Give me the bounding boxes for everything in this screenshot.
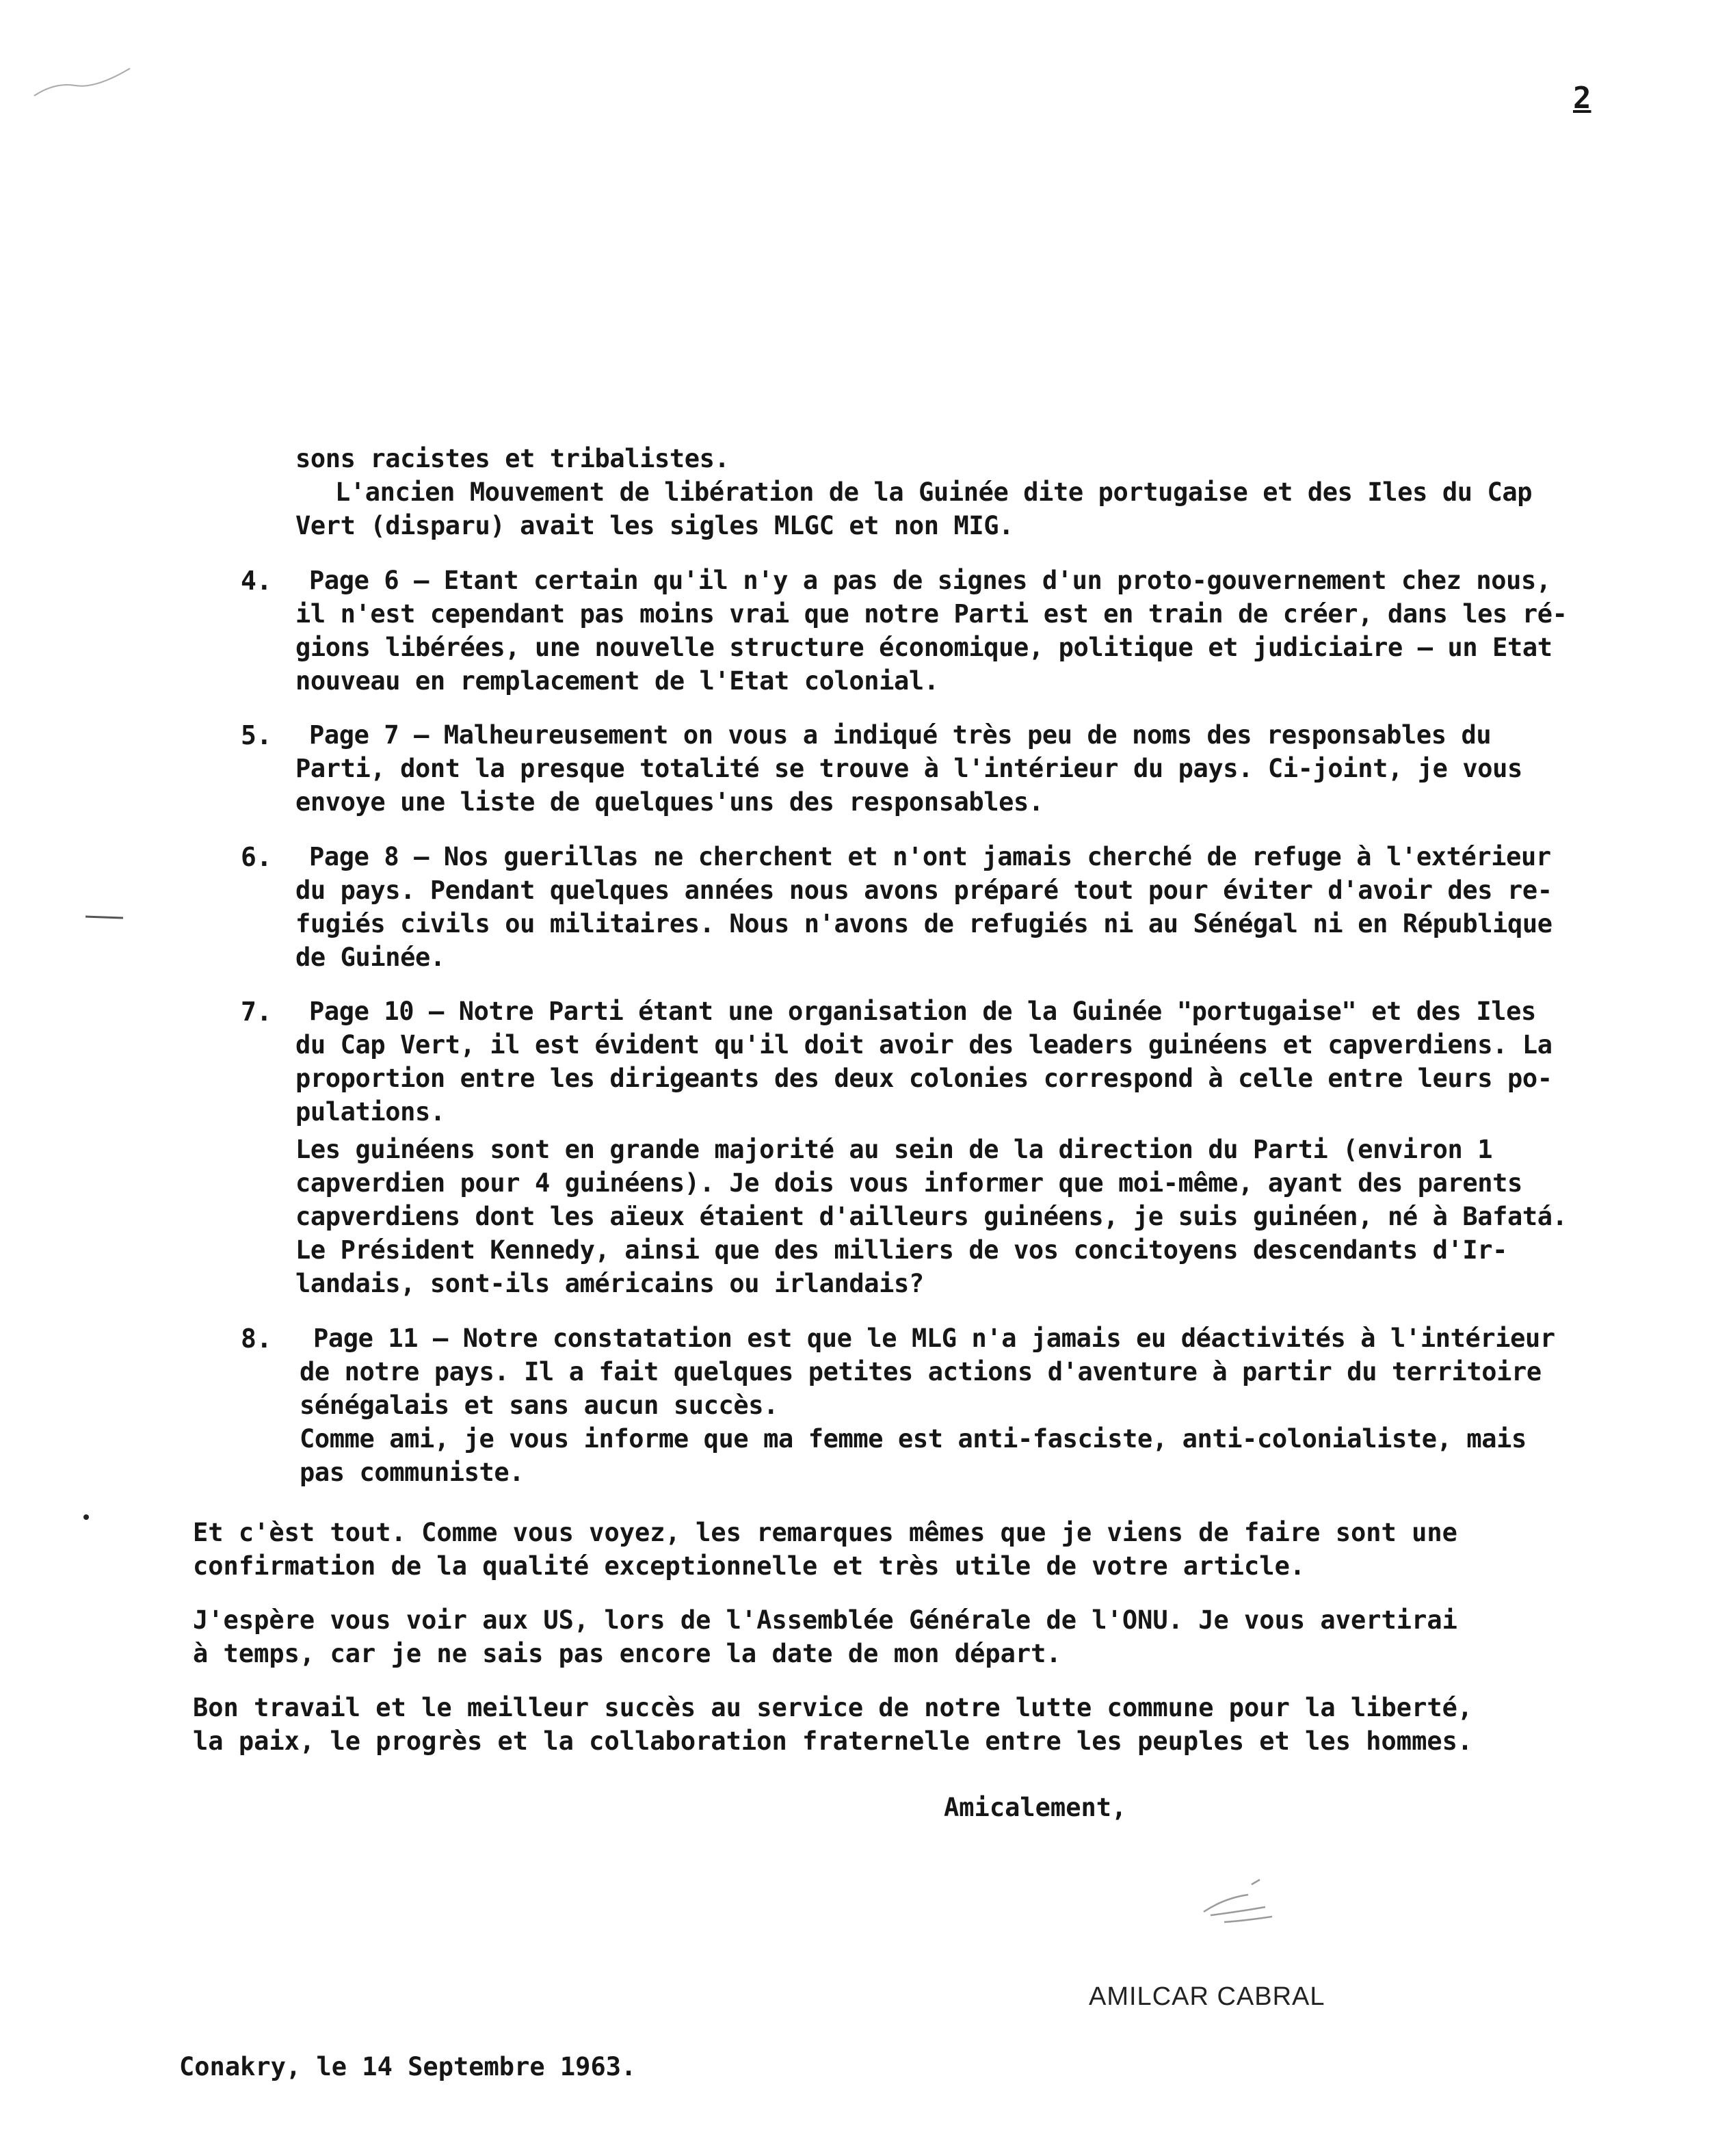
place-and-date: Conakry, le 14 Septembre 1963. [179, 2052, 637, 2081]
item-7-line: du Cap Vert, il est évident qu'il doit avoir des leaders guinéens et capverdiens. La [295, 1030, 1552, 1060]
item-number-6: 6. [241, 842, 272, 872]
item-8-line: sénégalais et sans aucun succès. [300, 1391, 779, 1420]
item-6-line: Page 8 – Nos guerillas ne cherchent et n'ont jamais cherché de refuge à l'extérieur [309, 842, 1551, 871]
item-7-line: capverdiens dont les aïeux étaient d'ailleurs guinéens, je suis guinéen, né à Bafatá. [295, 1202, 1568, 1231]
continuation-line-3: Vert (disparu) avait les sigles MLGC et non MIG. [295, 511, 1014, 540]
item-8-line: pas communiste. [300, 1458, 525, 1487]
item-number-4: 4. [241, 566, 272, 596]
item-8-line: Page 11 – Notre constatation est que le MLG n'a jamais eu déactivités à l'intérieur [313, 1324, 1555, 1353]
item-7-line: proportion entre les dirigeants des deux colonies correspond à celle entre leurs po- [295, 1064, 1552, 1093]
closing-paragraph-line: Bon travail et le meilleur succès au service de notre lutte commune pour la liberté, [193, 1693, 1473, 1722]
scan-speck-top-left [27, 55, 137, 109]
item-7-line: pulations. [295, 1097, 445, 1127]
signature-name: AMILCAR CABRAL [1089, 1982, 1325, 2011]
salutation: Amicalement, [944, 1793, 1127, 1822]
handwritten-signature [1183, 1874, 1293, 1936]
closing-paragraph-line: la paix, le progrès et la collaboration fraternelle entre les peuples et les hommes. [193, 1726, 1473, 1756]
item-4-line: nouveau en remplacement de l'Etat colonial. [295, 666, 939, 696]
item-8-line: Comme ami, je vous informe que ma femme est anti-fasciste, anti-colonialiste, mais [300, 1424, 1527, 1454]
closing-paragraph-line: J'espère vous voir aux US, lors de l'Assemblée Générale de l'ONU. Je vous avertirai [193, 1605, 1457, 1635]
item-5-line: Page 7 – Malheureusement on vous a indiqué très peu de noms des responsables du [309, 720, 1492, 750]
closing-paragraph-line: confirmation de la qualité exceptionnelle et très utile de votre article. [193, 1551, 1306, 1581]
item-7-line: landais, sont-ils américains ou irlandais? [295, 1269, 924, 1298]
item-4-line: il n'est cependant pas moins vrai que notre Parti est en train de créer, dans les ré- [295, 599, 1568, 629]
item-6-line: fugiés civils ou militaires. Nous n'avons de refugiés ni au Sénégal ni en République [295, 909, 1552, 938]
item-7-line: Les guinéens sont en grande majorité au sein de la direction du Parti (environ 1 [295, 1135, 1493, 1164]
item-8-line: de notre pays. Il a fait quelques petites actions d'aventure à partir du territoire [300, 1357, 1542, 1386]
closing-paragraph-line: à temps, car je ne sais pas encore la date de mon départ. [193, 1639, 1061, 1668]
item-7-line: Page 10 – Notre Parti étant une organisation de la Guinée "portugaise" et des Iles [309, 997, 1536, 1026]
item-number-8: 8. [241, 1324, 272, 1354]
scan-speck-left [82, 908, 130, 929]
item-4-line: gions libérées, une nouvelle structure économique, politique et judiciaire – un Etat [295, 633, 1552, 662]
item-6-line: du pays. Pendant quelques années nous avons préparé tout pour éviter d'avoir des re- [295, 876, 1552, 905]
item-6-line: de Guinée. [295, 943, 445, 972]
item-number-5: 5. [241, 720, 272, 750]
item-5-line: envoye une liste de quelques'uns des responsables. [295, 787, 1044, 817]
item-7-line: Le Président Kennedy, ainsi que des milliers de vos concitoyens descendants d'Ir- [295, 1235, 1507, 1265]
item-number-7: 7. [241, 997, 272, 1027]
page-number: 2 [1573, 81, 1591, 116]
item-4-line: Page 6 – Etant certain qu'il n'y a pas de signes d'un proto-gouvernement chez nous, [309, 566, 1551, 595]
item-7-line: capverdien pour 4 guinéens). Je dois vous informer que moi-même, ayant des parents [295, 1168, 1522, 1198]
continuation-line-2: L'ancien Mouvement de libération de la Guinée dite portugaise et des Iles du Cap [335, 477, 1533, 507]
continuation-line-1: sons racistes et tribalistes. [295, 444, 730, 473]
item-5-line: Parti, dont la presque totalité se trouve à l'intérieur du pays. Ci-joint, je vous [295, 754, 1522, 783]
closing-paragraph-line: Et c'èst tout. Comme vous voyez, les remarques mêmes que je viens de faire sont une [193, 1518, 1457, 1547]
scan-speck-dot [81, 1512, 94, 1525]
